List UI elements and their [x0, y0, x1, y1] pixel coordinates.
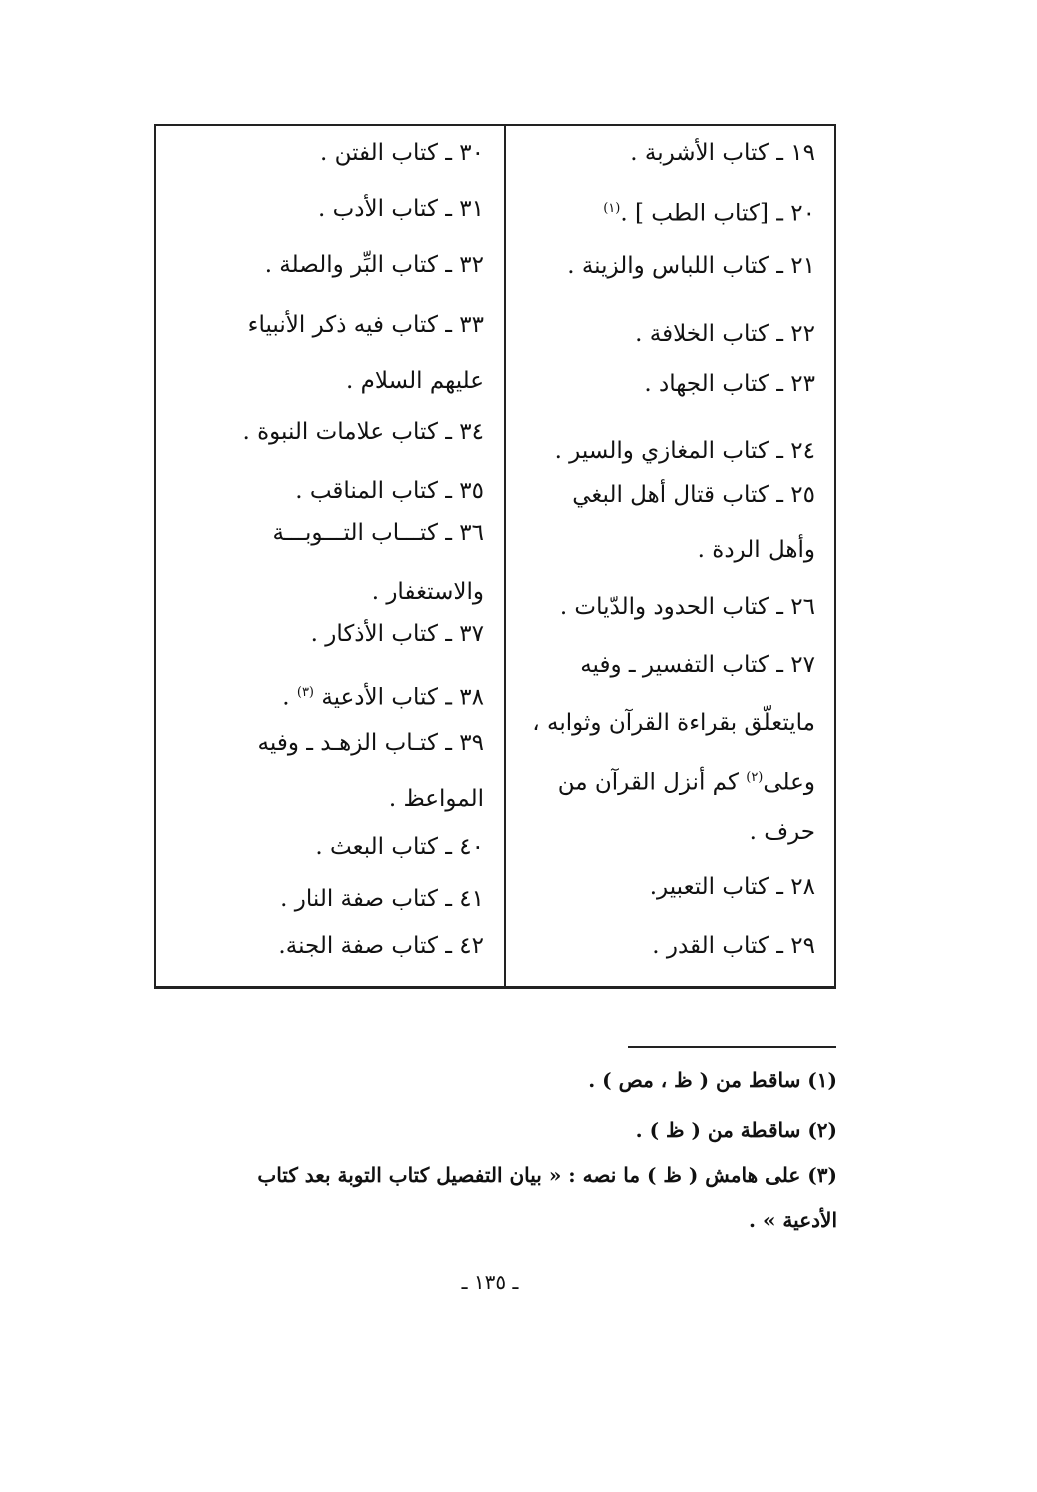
footnote-continuation: الأدعية » . [749, 1208, 837, 1232]
footnote: (١) ساقط من ( ظ ، مص ) . [588, 1068, 837, 1092]
contents-entry: ٣٠ ـ كتاب الفتن . [319, 140, 484, 166]
contents-entry-continuation: وعلى$^{(٢)}$ كم أنزل القرآن من [557, 769, 815, 796]
contents-entry: ٣٣ ـ كتاب فيه ذكر الأنبياء [247, 312, 484, 338]
footnote: (٢) ساقطة من ( ظ ) . [635, 1118, 837, 1142]
contents-entry: ٢٥ ـ كتاب قتال أهل البغي [572, 482, 815, 508]
contents-entry: ٢١ ـ كتاب اللباس والزينة . [567, 253, 815, 279]
contents-entry: ٣٩ ـ كتـاب الزهـد ـ وفيه [257, 730, 484, 756]
column-divider [504, 126, 506, 988]
contents-entry: ٤١ ـ كتاب صفة النار . [280, 886, 484, 912]
contents-entry-continuation: المواعظ . [388, 786, 484, 812]
contents-entry: ٢٠ ـ [كتاب الطب ] .$^{(١)}$ [603, 200, 815, 227]
contents-entry-continuation: عليهم السلام . [346, 368, 484, 394]
contents-entry-continuation: مايتعلّق بقراءة القرآن وثوابه ، [532, 710, 815, 736]
contents-entry: ٣٨ ـ كتاب الأدعية $^{(٣)}$ . [282, 684, 484, 711]
contents-entry: ١٩ ـ كتاب الأشربة . [630, 140, 815, 166]
contents-entry: ٤٢ ـ كتاب صفة الجنة. [278, 933, 484, 959]
contents-entry: ٣٦ ـ كتـــاب التـــوبـــة [272, 520, 484, 546]
contents-entry: ٣٢ ـ كتاب البِّر والصلة . [264, 252, 484, 278]
footnote-marker: (٢) [746, 770, 764, 785]
contents-entry: ٣١ ـ كتاب الأدب . [318, 196, 484, 222]
contents-entry: ٢٨ ـ كتاب التعبير. [649, 874, 815, 900]
footnote-separator [628, 1046, 836, 1048]
contents-entry-continuation: والاستغفار . [371, 579, 484, 605]
contents-entry-continuation: حرف . [749, 819, 815, 845]
contents-entry: ٢٢ ـ كتاب الخلافة . [635, 321, 815, 347]
contents-entry: ٢٣ ـ كتاب الجهاد . [644, 371, 815, 397]
contents-entry-continuation: وأهل الردة . [697, 537, 815, 563]
contents-entry: ٢٧ ـ كتاب التفسير ـ وفيه [580, 652, 815, 678]
contents-entry: ٤٠ ـ كتاب البعث . [315, 834, 484, 860]
footnote-marker: (٣) [296, 685, 314, 700]
page-number: ـ ١٣٥ ـ [461, 1270, 519, 1294]
contents-entry: ٢٤ ـ كتاب المغازي والسير . [554, 438, 815, 464]
contents-entry: ٣٤ ـ كتاب علامات النبوة . [242, 419, 484, 445]
contents-entry: ٣٥ ـ كتاب المناقب . [295, 478, 484, 504]
contents-entry: ٣٧ ـ كتاب الأذكار . [310, 621, 484, 647]
contents-entry: ٢٦ ـ كتاب الحدود والدّيات . [559, 594, 815, 620]
contents-entry: ٢٩ ـ كتاب القدر . [652, 933, 815, 959]
footnote-marker: (١) [603, 201, 621, 216]
footnote: (٣) على هامش ( ظ ) ما نصه : « بيان التفصيل كتاب التوبة بعد كتاب [257, 1163, 837, 1187]
